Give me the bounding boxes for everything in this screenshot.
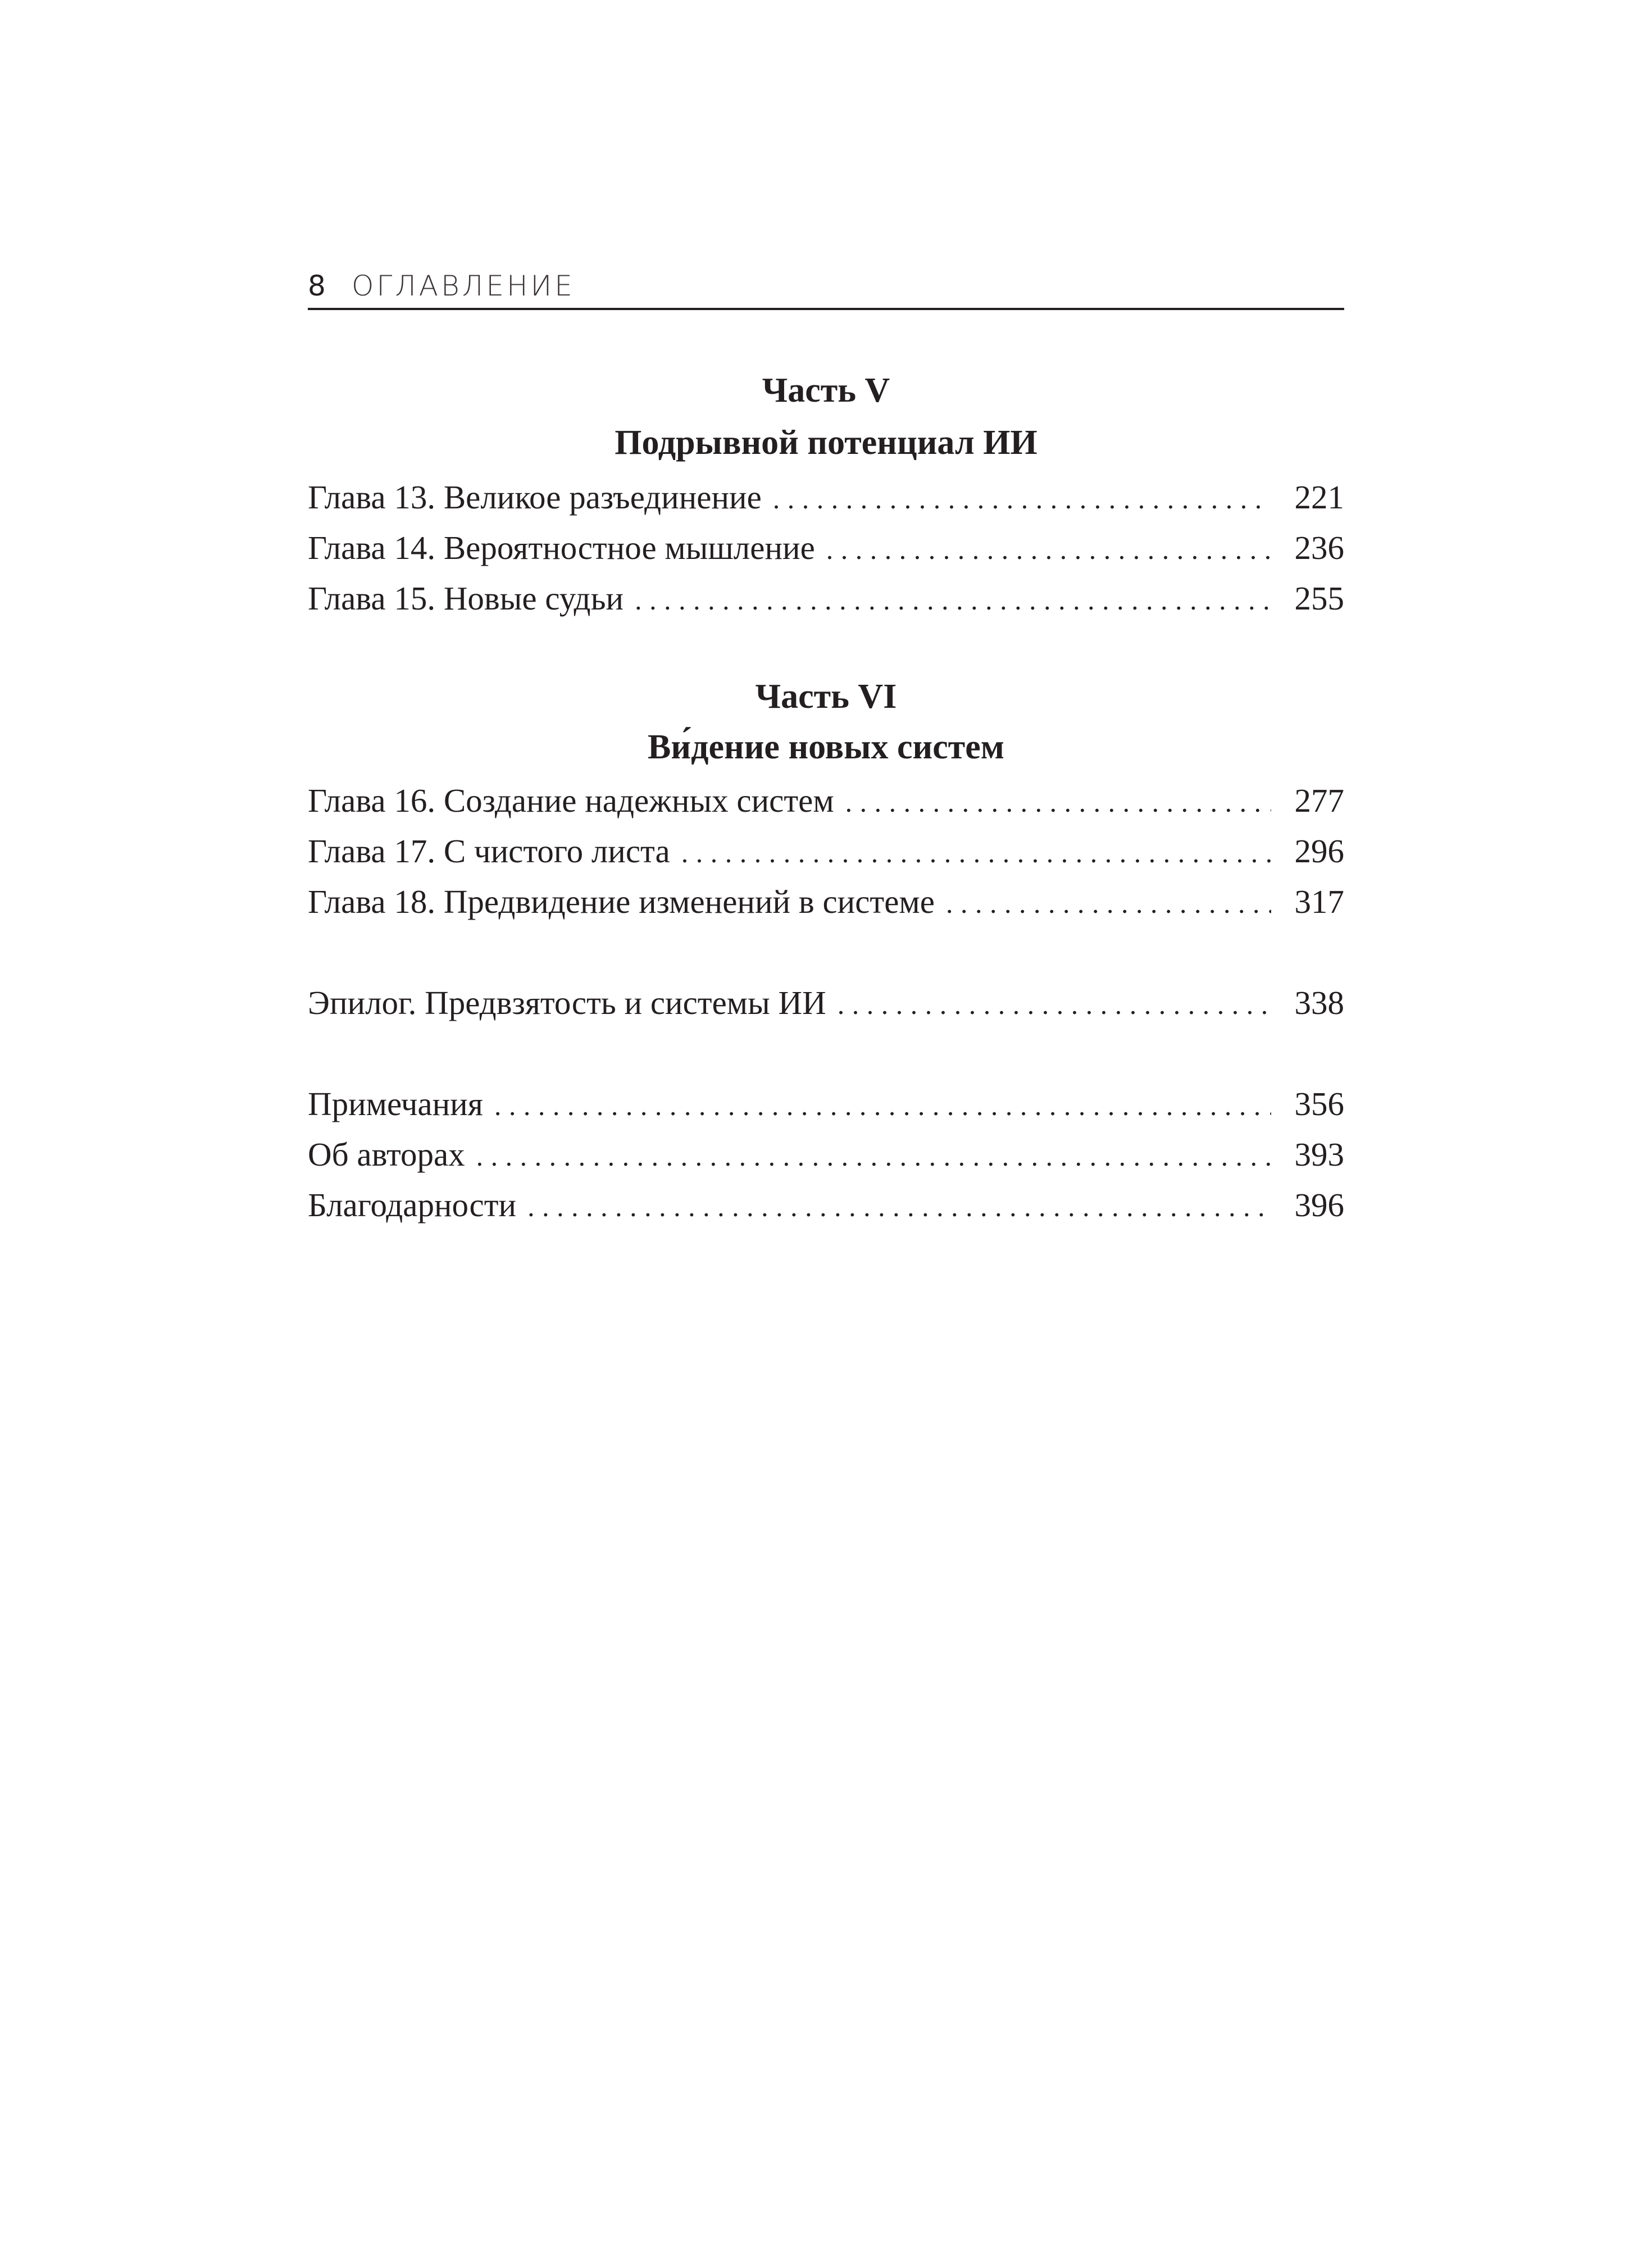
toc-entry-chapter-13[interactable] bbox=[308, 472, 1344, 522]
toc-entry-chapter-17[interactable] bbox=[308, 826, 1344, 876]
part-v-label: Часть V bbox=[762, 371, 890, 410]
toc-entry-page: 393 bbox=[1294, 1136, 1344, 1173]
epilogue-toc bbox=[308, 977, 1344, 1028]
running-head bbox=[308, 264, 1344, 309]
toc-entry-title: Эпилог. Предвзятость и системы ИИ bbox=[308, 984, 826, 1021]
page-number: 8 bbox=[308, 270, 326, 302]
dot-leader bbox=[681, 827, 1271, 878]
dot-leader bbox=[476, 1131, 1271, 1181]
section-title: ОГЛАВЛЕНИЕ bbox=[352, 270, 575, 302]
toc-entry-chapter-14[interactable] bbox=[308, 522, 1344, 573]
toc-entry-title: Благодарности bbox=[308, 1186, 517, 1223]
toc-entry-page: 317 bbox=[1294, 883, 1344, 920]
toc-entry-title: Глава 16. Создание надежных систем bbox=[308, 782, 834, 819]
toc-entry-epilogue[interactable] bbox=[308, 977, 1344, 1028]
dot-leader bbox=[838, 979, 1271, 1030]
toc-entry-title: Глава 14. Вероятностное мышление bbox=[308, 529, 815, 566]
toc-entry-page: 221 bbox=[1294, 479, 1344, 516]
toc-entry-page: 338 bbox=[1294, 984, 1344, 1021]
header-rule bbox=[308, 308, 1344, 310]
toc-entry-title: Глава 17. С чистого листа bbox=[308, 833, 670, 870]
part-vi-toc bbox=[308, 775, 1344, 927]
back-matter-toc bbox=[308, 1079, 1344, 1230]
toc-entry-page: 277 bbox=[1294, 782, 1344, 819]
toc-entry-title: Глава 18. Предвидение изменений в системе bbox=[308, 883, 935, 920]
toc-entry-page: 396 bbox=[1294, 1186, 1344, 1223]
dot-leader bbox=[635, 575, 1271, 625]
toc-entry-page: 296 bbox=[1294, 833, 1344, 870]
toc-entry-page: 356 bbox=[1294, 1085, 1344, 1122]
dot-leader bbox=[845, 777, 1271, 827]
toc-entry-acknowledgements[interactable] bbox=[308, 1180, 1344, 1230]
toc-entry-title: Об авторах bbox=[308, 1136, 465, 1173]
toc-entry-title: Глава 13. Великое разъединение bbox=[308, 479, 762, 516]
toc-entry-page: 255 bbox=[1294, 580, 1344, 617]
dot-leader bbox=[527, 1181, 1271, 1232]
dot-leader bbox=[946, 878, 1271, 929]
toc-entry-page: 236 bbox=[1294, 529, 1344, 566]
toc-entry-notes[interactable] bbox=[308, 1079, 1344, 1129]
toc-entry-chapter-15[interactable] bbox=[308, 573, 1344, 624]
part-vi-label: Часть VI bbox=[755, 677, 897, 716]
toc-entry-title: Глава 15. Новые судьи bbox=[308, 580, 624, 617]
dot-leader bbox=[826, 524, 1271, 575]
part-v-title: Подрывной потенциал ИИ bbox=[615, 424, 1037, 462]
part-v-toc bbox=[308, 472, 1344, 624]
toc-entry-chapter-18[interactable] bbox=[308, 876, 1344, 927]
part-vi-title: Ви́дение новых систем bbox=[648, 728, 1004, 766]
dot-leader bbox=[773, 474, 1271, 524]
toc-entry-chapter-16[interactable] bbox=[308, 775, 1344, 826]
toc-entry-title: Примечания bbox=[308, 1085, 483, 1122]
toc-entry-about-authors[interactable] bbox=[308, 1129, 1344, 1180]
dot-leader bbox=[494, 1080, 1271, 1131]
